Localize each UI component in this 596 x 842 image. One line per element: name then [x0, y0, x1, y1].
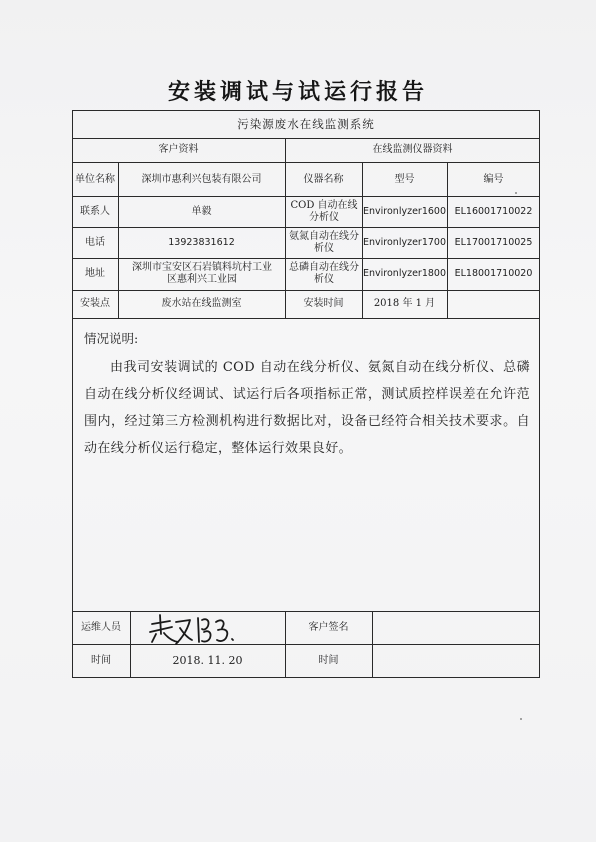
instrument-model: Environlyzer1700 — [363, 236, 446, 248]
instrument-name: COD 自动在线分析仪 — [290, 199, 358, 223]
document-title: 安装调试与试运行报告 — [167, 79, 428, 105]
notes-text: 由我司安装调试的 COD 自动在线分析仪、氨氮自动在线分析仪、总磷自动在线分析仪经调试、试运行后各项指标正常，测试质控样误差在允许范围内，经过第三方检测机构进行数据比对，设备已经符合相关技术要求。自动在线分析仪运行稳定，整体运行效果良好。 — [84, 360, 530, 456]
speck — [520, 718, 522, 720]
instrument-model: Environlyzer1800 — [363, 268, 446, 279]
unit-name-label: 单位名称 — [75, 173, 115, 185]
instrument-name: 总磷自动在线分析仪 — [289, 262, 359, 285]
instrument-serial: EL16001710022 — [454, 205, 533, 217]
contact-value: 单毅 — [191, 205, 212, 217]
time-label: 时间 — [91, 655, 111, 666]
serial-header: 编号 — [483, 173, 504, 185]
rule — [72, 318, 540, 319]
unit-name-value: 深圳市惠利兴包装有限公司 — [141, 173, 262, 185]
install-location-label: 安装点 — [80, 298, 110, 309]
install-time-value: 2018 年 1 月 — [373, 298, 436, 309]
phone-label: 电话 — [85, 236, 105, 248]
instrument-model: Environlyzer1600 — [363, 205, 446, 217]
address-label: 地址 — [85, 268, 105, 279]
install-location-value: 废水站在线监测室 — [161, 298, 242, 309]
phone-value: 13923831612 — [168, 236, 235, 248]
time-value: 2018. 11. 20 — [172, 654, 243, 667]
instrument-name: 氨氮自动在线分析仪 — [289, 230, 359, 254]
instrument-serial: EL17001710025 — [454, 236, 533, 248]
client-time-label: 时间 — [318, 655, 339, 666]
notes-label: 情况说明: — [84, 331, 139, 346]
maintainer-label: 运维人员 — [81, 621, 121, 633]
client-section-header: 客户资料 — [158, 144, 199, 155]
install-time-label: 安装时间 — [303, 298, 344, 309]
system-name: 污染源废水在线监测系统 — [237, 117, 375, 131]
rule — [372, 611, 373, 678]
contact-label: 联系人 — [80, 205, 110, 217]
instrument-section-header: 在线监测仪器资料 — [372, 144, 453, 155]
speck — [515, 192, 517, 194]
instrument-serial: EL18001710020 — [454, 268, 533, 279]
instrument-name-header: 仪器名称 — [303, 173, 344, 185]
handwritten-signature — [146, 612, 246, 648]
client-sign-label: 客户签名 — [308, 621, 349, 633]
address-value: 深圳市宝安区石岩镇料坑村工业区惠利兴工业园 — [132, 262, 272, 285]
model-header: 型号 — [394, 173, 415, 185]
